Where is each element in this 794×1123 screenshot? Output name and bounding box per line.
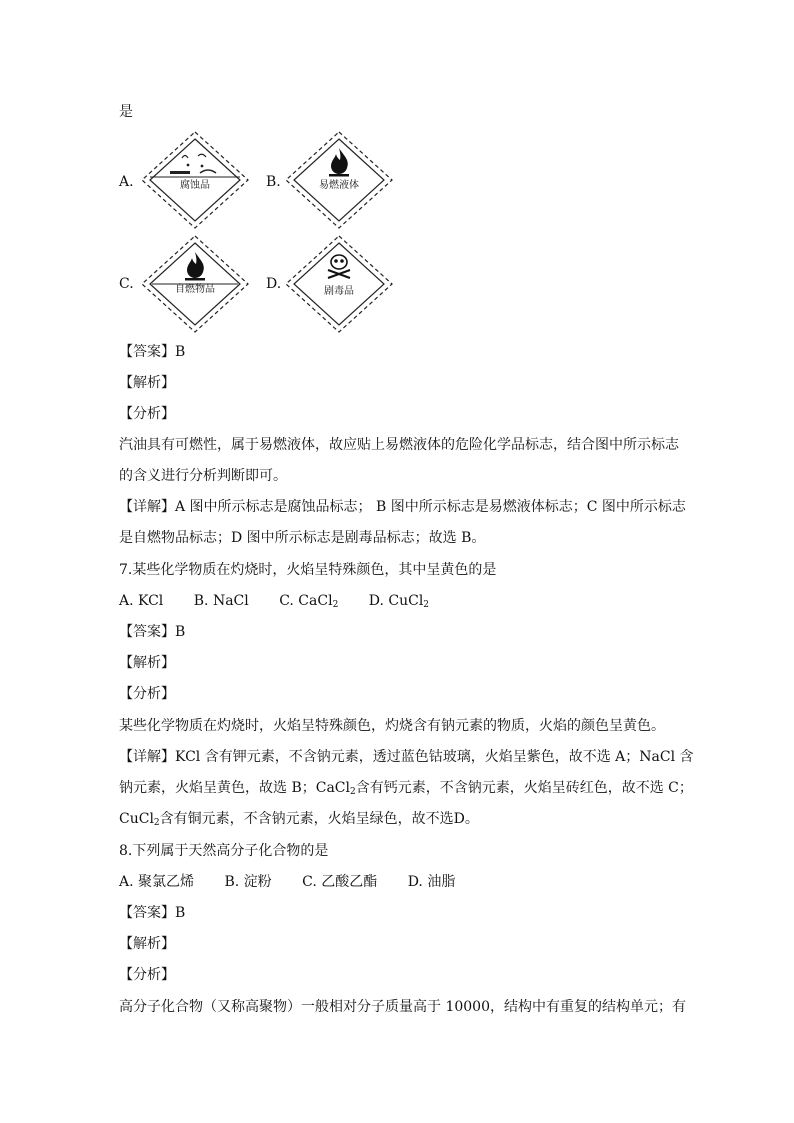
hazard-sign-flammable-liquid (284, 130, 394, 230)
hazard-sign-spontaneous-combustion (140, 234, 250, 334)
hazard-sign-corrosive (140, 130, 250, 230)
q8-options (119, 872, 481, 892)
q7-option-d: D. CuCl$_2$ (368, 593, 430, 610)
q7-answer: 【答案】B (119, 624, 186, 640)
sign-label-flammable-liquid: 易燃液体 (319, 180, 359, 191)
q7-option-b: B. NaCl (193, 593, 249, 609)
q8-answer: 【答案】B (119, 905, 186, 921)
q6-answer: 【答案】B (119, 344, 186, 360)
q8-option-a: A. 聚氯乙烯 (119, 874, 195, 890)
q7-option-a: A. KCl (119, 593, 164, 609)
option-d-letter: D. (266, 276, 282, 292)
q7-detail-line-1: 【详解】KCl 含有钾元素，不含钠元素，透过蓝色钴玻璃，火焰呈紫色，故不选 A；NaCl 含 (119, 749, 694, 765)
skull-icon (284, 234, 394, 334)
q6-fenxi-heading: 【分析】 (119, 406, 175, 422)
option-c-letter: C. (119, 276, 134, 292)
sign-label-corrosive: 腐蚀品 (180, 180, 210, 191)
q7-detail-line-3: CuCl$_2$含有铜元素，不含钠元素，火焰呈绿色，故不选D。 (119, 811, 479, 828)
question-stem-tail: 是 (119, 104, 133, 120)
q8-analysis: 高分子化合物（又称高聚物）一般相对分子质量高于 10000，结构中有重复的结构单元；有 (119, 999, 686, 1015)
q7-option-c: C. CaCl$_2$ (279, 593, 339, 610)
hazard-sign-toxic (284, 234, 394, 334)
q8-option-b: B. 淀粉 (224, 874, 272, 890)
q8-stem: 8.下列属于天然高分子化合物的是 (119, 843, 329, 859)
q7-detail-line-2: 钠元素，火焰呈黄色，故选 B；CaCl$_2$含有钙元素，不含钠元素，火焰呈砖红色，故不选 C； (119, 780, 693, 797)
q7-jiexi-heading: 【解析】 (119, 655, 175, 671)
option-b-letter: B. (266, 174, 281, 190)
q6-analysis-line-2: 的含义进行分析判断即可。 (119, 468, 287, 484)
q6-detail-line-1: 【详解】A 图中所示标志是腐蚀品标志； B 图中所示标志是易燃液体标志；C 图中所示标志 (119, 499, 686, 515)
sign-label-toxic: 剧毒品 (324, 286, 354, 297)
option-a-letter: A. (119, 174, 134, 190)
q8-fenxi-heading: 【分析】 (119, 967, 175, 983)
q6-detail-line-2: 是自燃物品标志；D 图中所示标志是剧毒品标志；故选 B。 (119, 530, 486, 546)
q7-analysis: 某些化学物质在灼烧时，火焰呈特殊颜色，灼烧含有钠元素的物质，火焰的颜色呈黄色。 (119, 718, 665, 734)
sign-label-spontaneous-combustion: 自燃物品 (175, 284, 215, 295)
q7-stem: 7.某些化学物质在灼烧时，火焰呈特殊颜色，其中呈黄色的是 (119, 562, 497, 578)
q8-option-d: D. 油脂 (407, 874, 456, 890)
q8-option-c: C. 乙酸乙酯 (302, 874, 378, 890)
q7-options (119, 591, 455, 611)
q6-jiexi-heading: 【解析】 (119, 375, 175, 391)
q8-jiexi-heading: 【解析】 (119, 936, 175, 952)
q6-analysis-line-1: 汽油具有可燃性，属于易燃液体，故应贴上易燃液体的危险化学品标志，结合图中所示标志 (119, 437, 679, 453)
q7-fenxi-heading: 【分析】 (119, 686, 175, 702)
